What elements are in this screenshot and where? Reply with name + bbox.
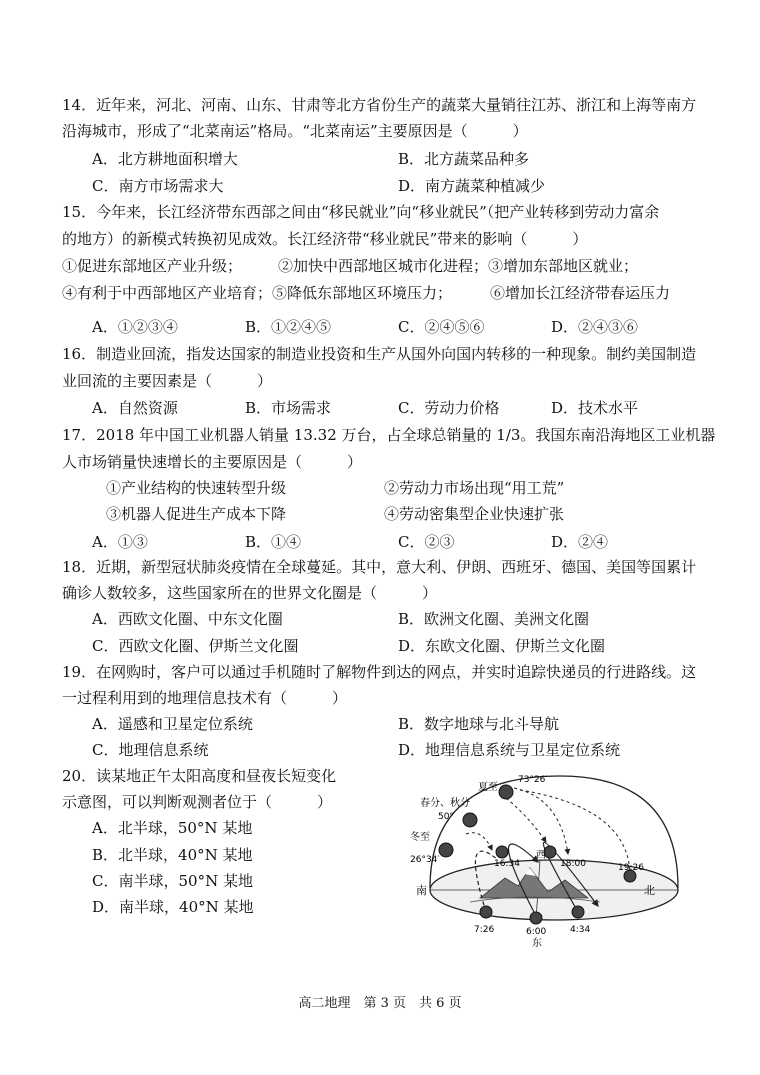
q20-stem-line1: 20．读某地正午太阳高度和昼夜长短变化 [62, 767, 337, 785]
label-north: 北 [644, 884, 655, 897]
q20-option-a[interactable]: A．北半球，50°N 某地 [92, 819, 253, 837]
label-east: 东 [532, 938, 542, 948]
label-equinox-angle: 50° [438, 812, 454, 822]
sun-path-diagram [410, 768, 680, 948]
q17-option-a[interactable]: A．①③ [92, 533, 148, 551]
q16-option-d[interactable]: D．技术水平 [551, 399, 639, 417]
q17-option-b[interactable]: B．①④ [245, 533, 302, 551]
q15-option-b[interactable]: B．①②④⑤ [245, 318, 332, 336]
sun-726 [480, 906, 492, 918]
q15-option-c[interactable]: C．②④⑤⑥ [398, 318, 485, 336]
q18-option-a[interactable]: A．西欧文化圈、中东文化圈 [92, 610, 283, 628]
q15-stem-line2: 的地方）的新模式转换初见成效。长江经济带“移业就民”带来的影响（ ） [62, 230, 588, 248]
q15-item-1: ①促进东部地区产业升级； [62, 257, 243, 275]
q15-option-a[interactable]: A．①②③④ [92, 318, 178, 336]
q15-item-6: ⑥增加长江经济带春运压力 [490, 284, 671, 302]
q15-option-d[interactable]: D．②④③⑥ [551, 318, 639, 336]
q15-item-4-5: ④有利于中西部地区产业培育；⑤降低东部地区环境压力； [62, 284, 453, 302]
q14-option-a[interactable]: A．北方耕地面积增大 [92, 150, 238, 168]
label-1800: 18:00 [560, 859, 586, 869]
label-600: 6:00 [526, 927, 547, 937]
sun-motion-arrow-3 [514, 788, 568, 854]
q20-stem-line2: 示意图，可以判断观测者位于（ ） [62, 793, 333, 811]
sun-winter [439, 843, 453, 857]
q18-option-b[interactable]: B．欧洲文化圈、美洲文化圈 [398, 610, 590, 628]
q17-item-3: ③机器人促进生产成本下降 [106, 505, 287, 523]
q14-option-d[interactable]: D．南方蔬菜种植减少 [398, 177, 546, 195]
label-434: 4:34 [570, 925, 591, 935]
q16-option-b[interactable]: B．市场需求 [245, 399, 332, 417]
q19-option-c[interactable]: C．地理信息系统 [92, 741, 209, 759]
q16-stem-line1: 16．制造业回流，指发达国家的制造业投资和生产从国外向国内转移的一种现象。制约美国制造 [62, 345, 697, 363]
sun-1634 [496, 846, 508, 858]
label-winter-angle: 26°34′ [410, 855, 440, 865]
q19-option-d[interactable]: D．地理信息系统与卫星定位系统 [398, 741, 621, 759]
q19-option-a[interactable]: A．遥感和卫星定位系统 [92, 715, 253, 733]
q17-option-c[interactable]: C．②③ [398, 533, 455, 551]
sun-434 [572, 906, 584, 918]
q17-stem-line2: 人市场销量快速增长的主要原因是（ ） [62, 453, 363, 471]
sun-motion-arrow-2 [506, 798, 546, 842]
q20-option-c[interactable]: C．南半球，50°N 某地 [92, 872, 253, 890]
q19-option-b[interactable]: B．数字地球与北斗导航 [398, 715, 560, 733]
label-south: 南 [416, 884, 427, 897]
q14-option-c[interactable]: C．南方市场需求大 [92, 177, 224, 195]
q16-option-c[interactable]: C．劳动力价格 [398, 399, 500, 417]
q17-item-1: ①产业结构的快速转型升级 [106, 479, 287, 497]
q15-item-2-3: ②加快中西部地区城市化进程；③增加东部地区就业； [278, 257, 639, 275]
q18-stem-line1: 18．近期，新型冠状肺炎疫情在全球蔓延。其中，意大利、伊朗、西班牙、德国、美国等国累计 [62, 558, 697, 576]
q20-option-d[interactable]: D．南半球，40°N 某地 [92, 898, 254, 916]
q19-stem-line1: 19．在网购时，客户可以通过手机随时了解物件到达的网点，并实时追踪快递员的行进路线。这 [62, 663, 697, 681]
label-equinox: 春分、秋分 [420, 798, 470, 809]
q17-item-2: ②劳动力市场出现“用工荒” [384, 479, 565, 497]
q18-stem-line2: 确诊人数较多，这些国家所在的世界文化圈是（ ） [62, 584, 438, 602]
sun-motion-arrow-1 [466, 833, 492, 850]
q16-option-a[interactable]: A．自然资源 [92, 399, 178, 417]
label-726: 7:26 [474, 925, 495, 935]
sun-summer [499, 785, 513, 799]
q18-option-d[interactable]: D．东欧文化圈、伊斯兰文化圈 [398, 637, 606, 655]
q16-stem-line2: 业回流的主要因素是（ ） [62, 372, 273, 390]
q17-stem-line1: 17．2018 年中国工业机器人销量 13.32 万台，占全球总销量的 1/3。我国东南沿海地区工业机器 [62, 426, 716, 444]
q20-option-b[interactable]: B．北半球，40°N 某地 [92, 846, 253, 864]
label-1634: 16:34 [494, 859, 520, 869]
label-winter: 冬至 [410, 832, 430, 843]
q17-item-4: ④劳动密集型企业快速扩张 [384, 505, 565, 523]
q18-option-c[interactable]: C．西欧文化圈、伊斯兰文化圈 [92, 637, 299, 655]
label-west: 西 [536, 850, 546, 861]
page-footer: 高二地理 第 3 页 共 6 页 [298, 996, 462, 1011]
q15-stem-line1: 15．今年来，长江经济带东西部之间由“移民就业”向“移业就民”（把产业转移到劳动力富余 [62, 203, 660, 221]
sun-equinox [463, 813, 477, 827]
q17-option-d[interactable]: D．②④ [551, 533, 609, 551]
label-summer: 夏至 [478, 782, 498, 793]
q14-stem-line2: 沿海城市，形成了“北菜南运”格局。“北菜南运”主要原因是（ ） [62, 122, 528, 140]
q14-stem-line1: 14．近年来，河北、河南、山东、甘肃等北方省份生产的蔬菜大量销往江苏、浙江和上海等南方 [62, 96, 697, 114]
label-1926: 19:26 [618, 863, 644, 873]
label-summer-angle: 73°26′ [518, 775, 548, 785]
sun-600 [530, 912, 542, 924]
q19-stem-line2: 一过程利用到的地理信息技术有（ ） [62, 689, 348, 707]
q14-option-b[interactable]: B．北方蔬菜品种多 [398, 150, 530, 168]
